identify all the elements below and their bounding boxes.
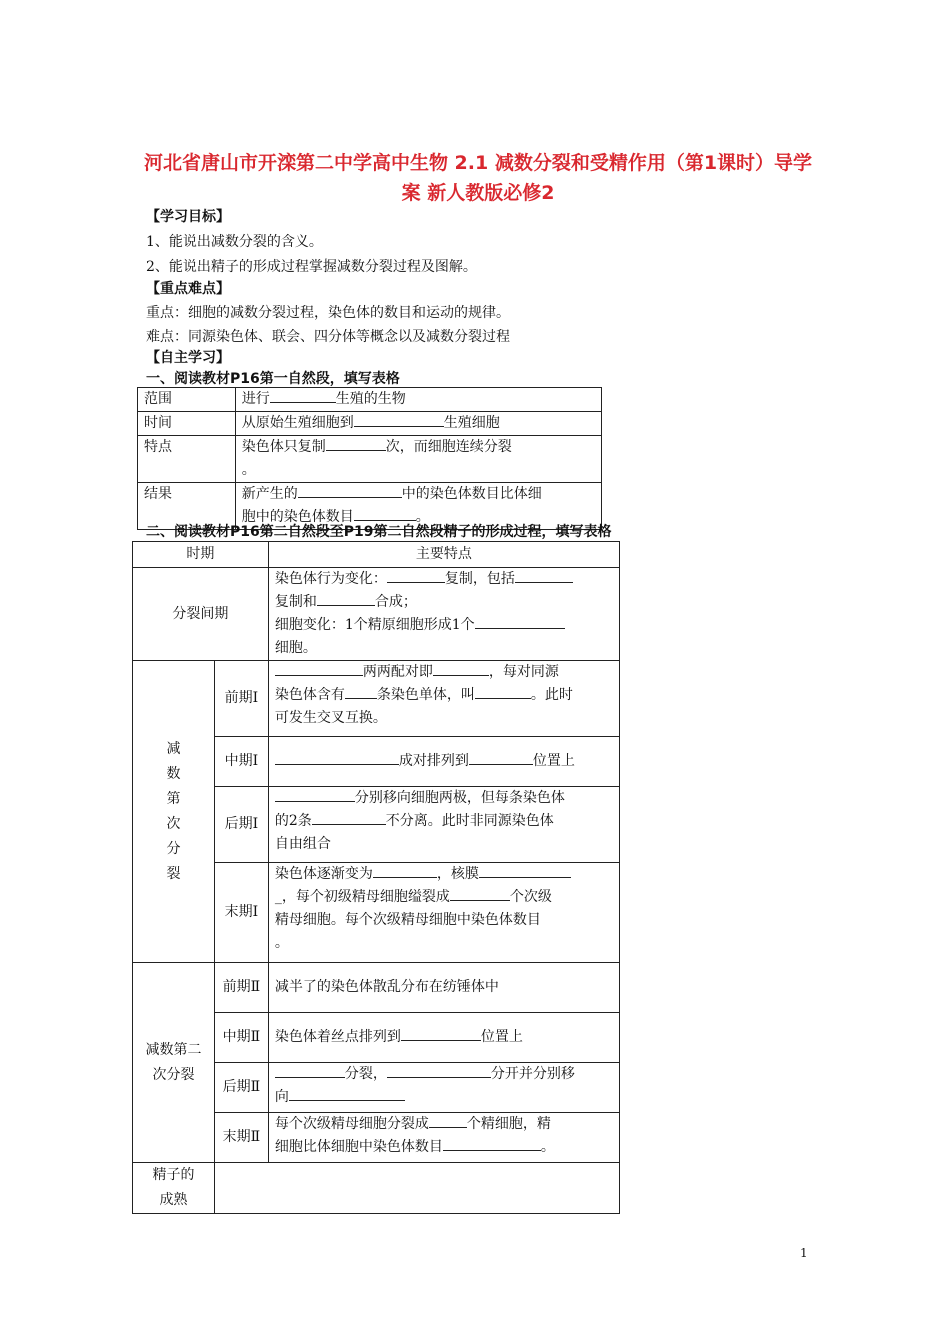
blank[interactable] [469,750,533,765]
blank[interactable] [479,863,571,878]
blank[interactable] [270,388,336,403]
telophase-2-cell: 每个次级精母细胞分裂成 个精细胞，精 细胞比体细胞中染色体数目 。 [268,1113,619,1163]
meiosis-2-label: 减数第二次分裂 [133,963,215,1163]
metaphase-1-cell: 成对排列到 位置上 [268,737,619,787]
feature-label: 特点 [138,436,236,483]
objective-1: 1、能说出减数分裂的含义。 [146,234,323,250]
blank[interactable] [298,483,402,498]
table-row [133,661,620,737]
table-row [133,1163,620,1214]
blank[interactable] [275,661,363,676]
metaphase-2-label: 中期Ⅱ [214,1013,268,1063]
prophase-1-label: 前期Ⅰ [214,661,268,737]
blank[interactable] [433,661,489,676]
blank[interactable] [275,1063,345,1078]
header-period: 时期 [133,542,269,568]
anaphase-2-cell: 分裂， 分开并分别移 向 [268,1063,619,1113]
prophase-2-label: 前期Ⅱ [214,963,268,1013]
blank[interactable] [373,863,437,878]
meiosis-concept-table [137,387,602,530]
blank[interactable] [275,750,399,765]
blank[interactable] [354,412,444,427]
time-cell: 从原始生殖细胞到 生殖细胞 [235,412,601,436]
table-row [138,436,602,483]
table-row [138,412,602,436]
blank[interactable] [387,1063,491,1078]
page-number: 1 [800,1246,808,1260]
scope-label: 范围 [138,388,236,412]
meiosis-1-label: 减数第次分裂 [133,661,215,963]
telophase-2-label: 末期Ⅱ [214,1113,268,1163]
blank[interactable] [515,568,573,583]
difficulty-heading: 【重点难点】 [146,281,230,297]
time-label: 时间 [138,412,236,436]
result-cell: 新产生的 中的染色体数目比体细 胞中的染色体数目 。 [235,483,601,530]
key-point: 重点：细胞的减数分裂过程，染色体的数目和运动的规律。 [146,305,510,321]
blank[interactable] [401,1026,481,1041]
blank[interactable] [387,568,445,583]
blank[interactable] [317,591,375,606]
telophase-1-label: 末期Ⅰ [214,863,268,963]
maturation-label: 精子的成熟 [133,1163,215,1214]
telophase-1-cell: 染色体逐渐变为 ，核膜 _，每个初级精母细胞缢裂成 个次级 精母细胞。每个次级精母细胞中染色体数目 。 [268,863,619,963]
blank[interactable] [429,1113,467,1128]
task-2-heading: 二、阅读教材P16第二自然段至P19第二自然段精子的形成过程，填写表格 [146,524,612,540]
feature-cell: 染色体只复制 次，而细胞连续分裂 。 [235,436,601,483]
objective-2: 2、能说出精子的形成过程掌握减数分裂过程及图解。 [146,259,477,275]
sperm-formation-table [132,541,620,1214]
self-study-heading: 【自主学习】 [146,350,230,366]
scope-cell: 进行 生殖的生物 [235,388,601,412]
difficult-point: 难点：同源染色体、联会、四分体等概念以及减数分裂过程 [146,329,510,345]
objectives-heading: 【学习目标】 [146,209,230,225]
table-row [133,568,620,661]
anaphase-2-label: 后期Ⅱ [214,1063,268,1113]
task-1-heading: 一、阅读教材P16第一自然段，填写表格 [146,371,400,387]
table-row [133,542,620,568]
anaphase-1-label: 后期Ⅰ [214,787,268,863]
prophase-1-cell: 两两配对即 ，每对同源 染色体含有 条染色单体，叫 。此时 可发生交叉互换。 [268,661,619,737]
metaphase-1-label: 中期Ⅰ [214,737,268,787]
blank[interactable] [475,684,531,699]
blank[interactable] [443,1136,541,1151]
blank[interactable] [312,810,386,825]
blank[interactable] [345,684,377,699]
blank[interactable] [450,886,510,901]
blank[interactable] [275,787,355,802]
prophase-2-cell: 减半了的染色体散乱分布在纺锤体中 [268,963,619,1013]
blank[interactable] [289,1086,405,1101]
table-row [133,963,620,1013]
header-features: 主要特点 [268,542,619,568]
maturation-cell[interactable] [214,1163,619,1214]
metaphase-2-cell: 染色体着丝点排列到 位置上 [268,1013,619,1063]
blank[interactable] [475,614,565,629]
blank[interactable] [354,506,416,521]
result-label: 结果 [138,483,236,530]
interphase-label: 分裂间期 [133,568,269,661]
document-title: 河北省唐山市开滦第二中学高中生物 2.1 减数分裂和受精作用（第1课时）导学案 新人教版必修2 [143,152,813,204]
anaphase-1-cell: 分别移向细胞两极，但每条染色体 的2条 不分离。此时非同源染色体 自由组合 [268,787,619,863]
blank[interactable] [326,436,386,451]
table-row [138,388,602,412]
interphase-cell: 染色体行为变化： 复制，包括 复制和 合成； 细胞变化：1个精原细胞形成1个 细胞。 [268,568,619,661]
